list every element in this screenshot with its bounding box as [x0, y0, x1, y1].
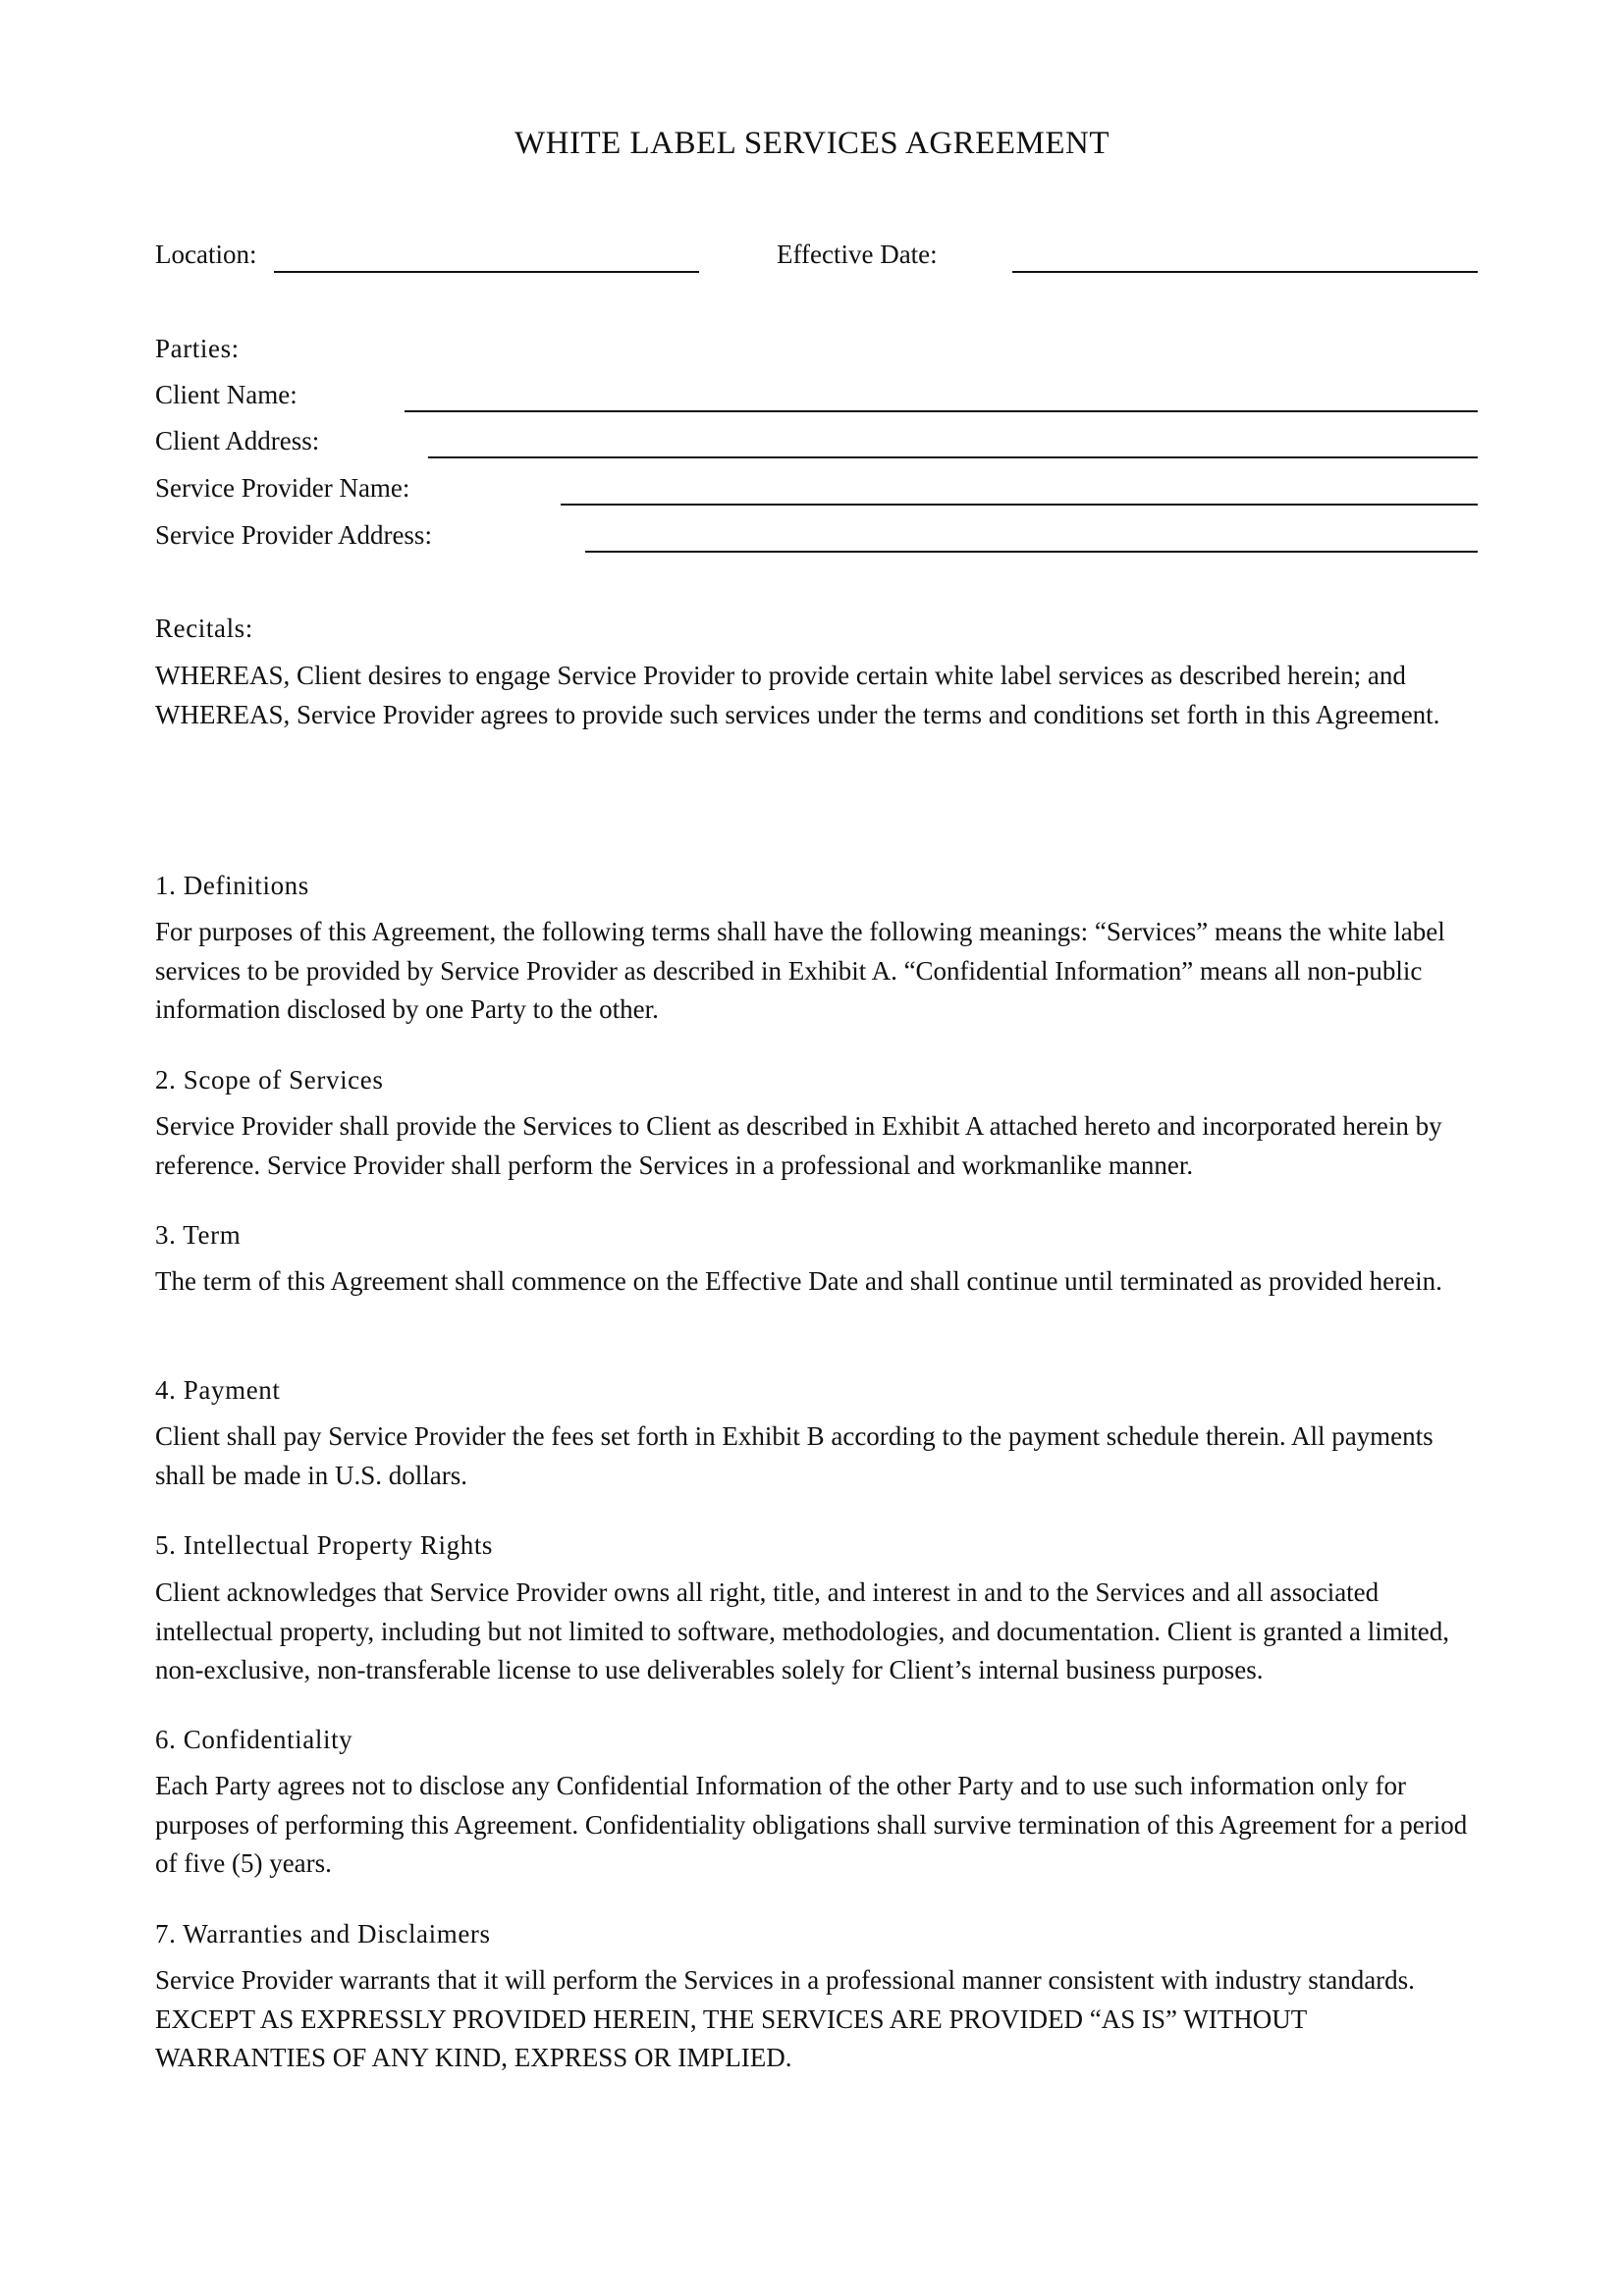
parties-heading: Parties:	[155, 334, 240, 363]
provider-address-field[interactable]	[585, 551, 1478, 553]
section-heading: 2. Scope of Services	[155, 1065, 384, 1095]
section-heading: 1. Definitions	[155, 871, 309, 900]
section-heading: 5. Intellectual Property Rights	[155, 1530, 494, 1560]
section-text: Service Provider shall provide the Services to Client as described in Exhibit A attached hereto and incorporated herein by reference. Service Provider shall perform the Services in a professional and workmanlike manner.	[155, 1111, 1442, 1180]
client-address-field[interactable]	[428, 456, 1478, 458]
provider-name-field[interactable]	[561, 504, 1478, 506]
recitals-text: WHEREAS, Client desires to engage Service Provider to provide certain white label services as described herein; and WHEREAS, Service Provider agrees to provide such services under the terms and conditions set forth in this Agreement.	[155, 661, 1440, 729]
provider-name-label: Service Provider Name:	[155, 473, 410, 503]
section-text: For purposes of this Agreement, the following terms shall have the following meanings: “Services” means the white label services to be provided by Service Provider as described in Exhibit A. “Confidential Information” means all non-public information disclosed by one Party to the other.	[155, 917, 1445, 1024]
location-field[interactable]	[274, 271, 699, 273]
provider-address-label: Service Provider Address:	[155, 520, 432, 550]
section-heading: 3. Term	[155, 1220, 242, 1250]
section-text: Client acknowledges that Service Provider owns all right, title, and interest in and to the Services and all associated intellectual property, including but not limited to software, methodologies, and documentation. Client is granted a limited, non-exclusive, non-transferable license to use deliverables solely for Client’s internal business purposes.	[155, 1577, 1449, 1684]
client-name-label: Client Name:	[155, 380, 298, 409]
section-heading: 4. Payment	[155, 1375, 281, 1405]
section-text: Service Provider warrants that it will perform the Services in a professional manner consistent with industry standards. EXCEPT AS EXPRESSLY PROVIDED HEREIN, THE SERVICES ARE PROVIDED “AS IS” WITHOUT WARRANTIES OF ANY KIND, EXPRESS OR IMPLIED.	[155, 1965, 1415, 2072]
section-text: Client shall pay Service Provider the fees set forth in Exhibit B according to the payment schedule therein. All payments shall be made in U.S. dollars.	[155, 1421, 1434, 1490]
client-name-field[interactable]	[405, 410, 1478, 412]
recitals-heading: Recitals:	[155, 614, 253, 643]
section-text: Each Party agrees not to disclose any Confidential Information of the other Party and to use such information only for purposes of performing this Agreement. Confidentiality obligations shall survive termination of this Agreement for a period of five (5) years.	[155, 1771, 1468, 1878]
section-text: The term of this Agreement shall commence on the Effective Date and shall continue until terminated as provided herein.	[155, 1266, 1442, 1296]
document-title: WHITE LABEL SERVICES AGREEMENT	[514, 126, 1110, 161]
section-heading: 7. Warranties and Disclaimers	[155, 1919, 491, 1949]
client-address-label: Client Address:	[155, 426, 320, 455]
effective-date-label: Effective Date:	[777, 240, 938, 269]
effective-date-field[interactable]	[1012, 271, 1478, 273]
section-heading: 6. Confidentiality	[155, 1725, 353, 1754]
location-label: Location:	[155, 240, 257, 269]
